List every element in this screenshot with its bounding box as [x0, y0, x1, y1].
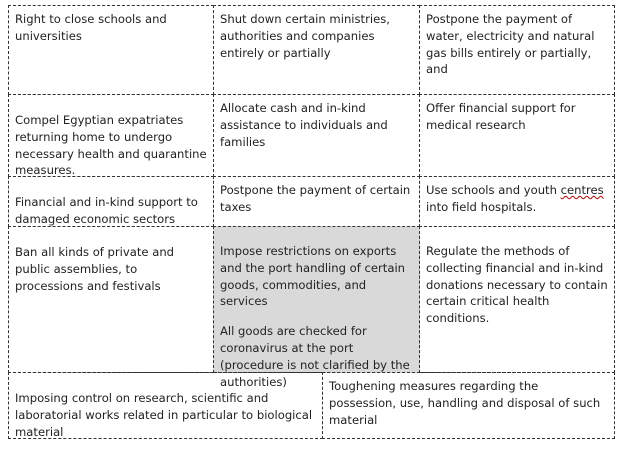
cell-text: Allocate cash and in-kind assistance to individuals and families: [220, 101, 388, 149]
cell-ban-assemblies: [8, 226, 214, 373]
cell-text: Financial and in-kind support to damaged economic sectors: [15, 195, 198, 226]
cell-regulate-donations: [419, 226, 615, 373]
cell-paragraph: Impose restrictions on exports and the port handling of certain goods, commodities, and services: [220, 244, 406, 309]
spellcheck-word: centres: [560, 183, 604, 197]
cell-text: Offer financial support for medical research: [426, 101, 576, 132]
cell-text-part: into field hospitals.: [426, 199, 537, 214]
cell-economic-support: [8, 176, 214, 227]
cell-field-hospitals: [419, 176, 615, 227]
cell-export-restrictions: [213, 226, 420, 389]
cell-research-control: [8, 372, 323, 439]
cell-text: Compel Egyptian expatriates returning home to undergo necessary health and quarantine measures.: [15, 113, 207, 178]
cell-text: Postpone the payment of water, electricity and natural gas bills entirely or partially, and: [426, 12, 595, 77]
cell-postpone-utility-bills: [419, 5, 615, 95]
cell-text: Postpone the payment of certain taxes: [220, 183, 411, 214]
cell-paragraph: All goods are checked for coronavirus at the port (procedure is not clarified by the authorities): [220, 324, 410, 389]
cell-text: Regulate the methods of collecting financial and in-kind donations necessary to contain certain critical health conditions.: [426, 244, 608, 326]
cell-text: Imposing control on research, scientific and laboratorial works related in particular to biological material: [15, 391, 313, 439]
cell-text: Ban all kinds of private and public assemblies, to processions and festivals: [15, 245, 175, 293]
cell-text-part: Use schools and youth: [426, 183, 561, 197]
cell-medical-research-support: [419, 94, 615, 177]
cell-toughening-measures: [322, 372, 615, 439]
cell-text: Shut down certain ministries, authorities and companies entirely or partially: [220, 12, 390, 60]
cell-postpone-taxes: [213, 176, 420, 227]
cell-text: Right to close schools and universities: [15, 12, 167, 43]
cell-compel-expatriates: [8, 94, 214, 177]
cell-shut-down-ministries: [213, 5, 420, 95]
cell-close-schools: [8, 5, 214, 95]
cell-text: Toughening measures regarding the possession, use, handling and disposal of such material: [329, 379, 601, 427]
cell-allocate-assistance: [213, 94, 420, 177]
